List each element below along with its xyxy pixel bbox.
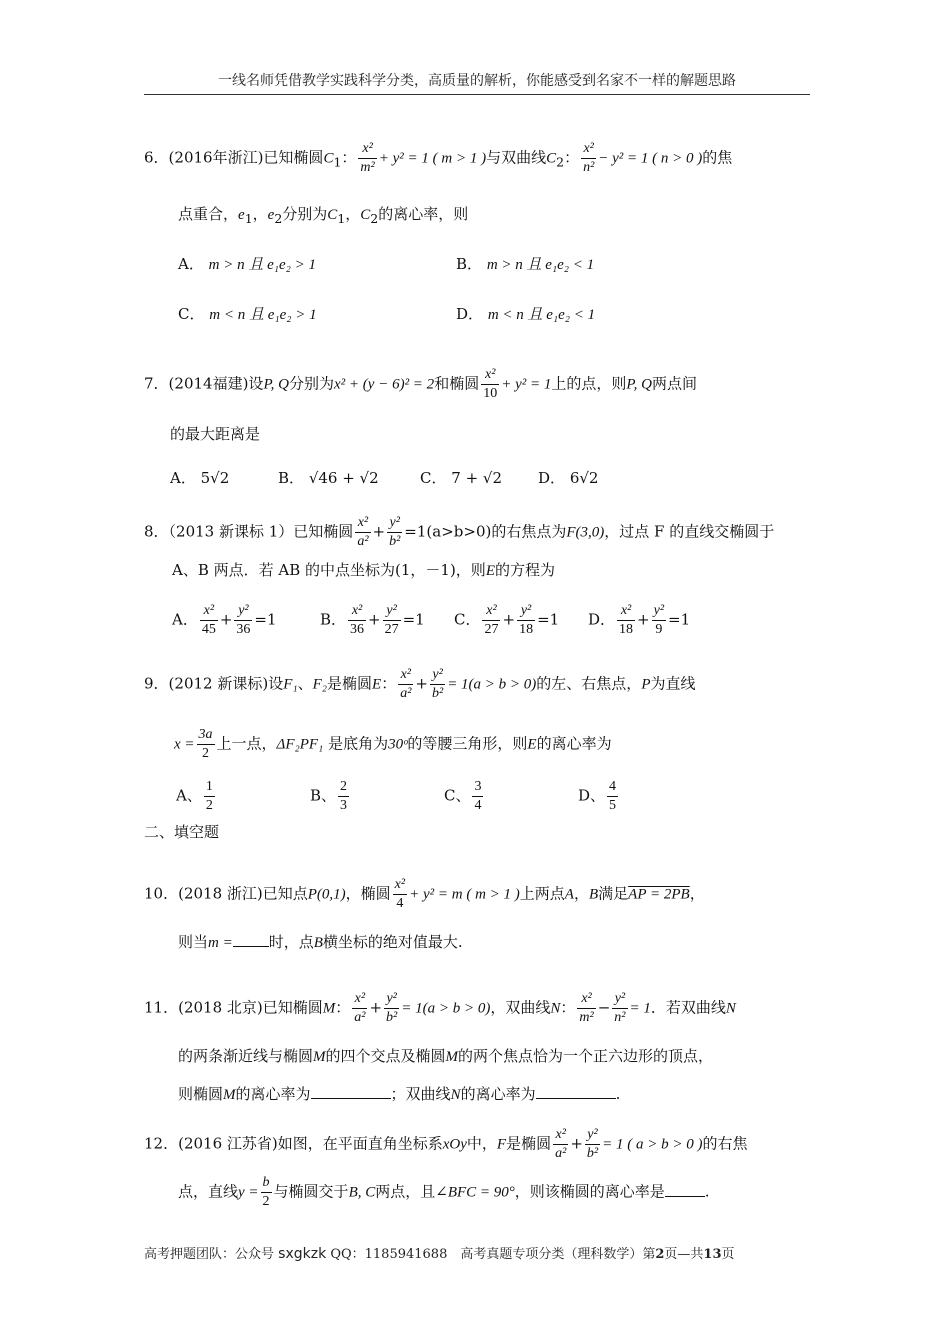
q8-source: （2013 新课标 1）已知椭圆 (168, 522, 354, 541)
q11-t1: ，双曲线 (490, 998, 551, 1017)
q11-heq: = 1 (629, 1000, 651, 1017)
footer-total: 13 (703, 1247, 722, 1262)
q8-option-a-d2: 36 (236, 622, 251, 637)
q8-option-c-d1: 27 (484, 622, 499, 637)
q6-number: 6． (144, 148, 169, 167)
q9-number: 9． (144, 674, 169, 693)
q8-option-c-frac1 (482, 602, 500, 639)
q8-option-a-n2: y² (234, 602, 252, 621)
q7-line1 (144, 366, 697, 403)
q11-frac1 (352, 990, 367, 1027)
q11-frac2-den: b² (386, 1010, 398, 1025)
q10-line2-m: m = (208, 935, 233, 951)
q8-option-a-label: A． (172, 610, 198, 629)
q6-frac1-num: x² (358, 140, 376, 159)
q10-frac-den: 4 (396, 896, 404, 911)
q7-pq2: P, Q (626, 376, 652, 393)
q11-frac1-num: x² (352, 990, 367, 1009)
q7-option-c-math: 7 + √2 (451, 469, 503, 487)
q6-option-d-label: D． (456, 305, 484, 323)
q12-frac1-num: x² (553, 1126, 568, 1145)
q6-option-d (456, 304, 595, 325)
q9-frac2-num: y² (430, 666, 445, 685)
q8-option-d-d2: 9 (655, 622, 663, 637)
q9-option-b-label: B、 (310, 786, 337, 805)
q6-option-a-math: m > n 且 e₁e₂ > 1 (208, 257, 316, 273)
q12-frac1-den: a² (555, 1146, 567, 1161)
q12-angle: ∠BFC = 90° (435, 1184, 515, 1201)
q6-c2-colon: ： (564, 148, 580, 167)
q9-option-a-num: 1 (204, 778, 215, 797)
q8-line2-text: A、B 两点．若 AB 的中点坐标为(1，－1)，则 (172, 561, 486, 579)
q9-triangle: ΔF₂PF₁ (276, 736, 324, 753)
q9-option-d-num: 4 (607, 778, 618, 797)
q8-option-b-n1: x² (348, 602, 366, 621)
q11-line3a: 则椭圆 (178, 1085, 224, 1103)
q7-option-d (538, 468, 598, 488)
q11-line2b: 的四个交点及椭圆 (325, 1047, 446, 1065)
q12-plus: + (570, 1134, 583, 1153)
q12-line2a: 点，直线 (178, 1182, 239, 1201)
q11-colon: ： (335, 998, 351, 1017)
q8-option-d-n1: x² (617, 602, 635, 621)
q11-hfrac1-den: m² (579, 1010, 594, 1025)
q10-source: (2018 浙江)已知点 (178, 884, 308, 903)
q6-option-b-math: m > n 且 e₁e₂ < 1 (486, 257, 595, 273)
q8-option-b-d1: 36 (350, 622, 365, 637)
q12-yeq: y = (238, 1184, 259, 1201)
q9-t4: 上一点， (216, 734, 277, 753)
q6-e1-sub: 1 (244, 211, 253, 226)
q12-frac2-num: y² (585, 1126, 600, 1145)
q11-hfrac1-num: x² (577, 990, 595, 1009)
q7-t4: 两点间 (651, 374, 697, 393)
q9-option-c-den: 4 (474, 798, 482, 813)
q8-frac1-num: x² (355, 514, 370, 533)
q10-t2: 上两点 (519, 884, 565, 903)
q6-frac2-den: n² (583, 160, 595, 175)
q7-number: 7． (144, 374, 169, 393)
q8-t2: ，过点 F 的直线交椭圆于 (604, 522, 775, 541)
q8-option-a-d1: 45 (201, 622, 216, 637)
q6-option-a (178, 254, 316, 275)
q10-t1: ，椭圆 (345, 884, 391, 903)
q7-pq: P, Q (263, 376, 289, 393)
q7-option-a-math: 5√2 (200, 469, 230, 487)
q8-option-b-eq: =1 (402, 610, 425, 629)
q7-t1: 分别为 (289, 374, 335, 393)
q9-option-c-frac (472, 778, 483, 815)
q10-frac-num: x² (393, 876, 407, 895)
q8-frac2-num: y² (387, 514, 402, 533)
q9-p: P (641, 676, 651, 693)
q11-line3c: ；双曲线 (390, 1085, 451, 1103)
q10-line2a: 则当 (178, 933, 209, 951)
q7-option-a (170, 468, 229, 488)
q11-plus: + (369, 998, 383, 1017)
q11-n: N (550, 1000, 561, 1017)
q10-t4: 满足 (598, 884, 629, 903)
q8-option-b-frac1 (348, 602, 366, 639)
q8-option-d-eq: =1 (668, 610, 691, 629)
q11-t2: ．若双曲线 (650, 998, 726, 1017)
q7-option-d-label: D． (538, 469, 566, 487)
q7-source: (2014福建)设 (168, 374, 264, 393)
q10-answer-blank[interactable] (233, 946, 269, 947)
section-title: 二、填空题 (144, 823, 220, 841)
q6-option-c-math: m < n 且 e₁e₂ > 1 (209, 307, 317, 323)
q6-option-a-label: A． (178, 255, 204, 273)
q9-source: (2012 新课标)设 (168, 674, 284, 693)
footer-end: 页 (721, 1247, 735, 1262)
q8-frac1-den: a² (357, 534, 369, 549)
q8-option-c-d2: 18 (519, 622, 534, 637)
q12-yfrac-num: b (261, 1174, 272, 1193)
q6-end: 的焦 (702, 148, 733, 167)
q9-xfrac-num: 3a (197, 726, 215, 745)
q9-line2 (174, 726, 612, 763)
footer-of: 页—共 (664, 1247, 704, 1262)
q9-option-a-frac (204, 778, 215, 815)
q8-option-a-eq: =1 (254, 610, 277, 629)
q6-c2-sub: 2 (556, 154, 565, 170)
q8-option-a: A． $\frac{\text{x²}}{45}$ + $\frac{\text{y²}}{36}$ =1 (172, 603, 277, 637)
q11-line3-m: M (223, 1087, 236, 1103)
q11-line2a: 的两条渐近线与椭圆 (178, 1047, 314, 1065)
q10-t5: ， (689, 884, 705, 903)
q8-option-a-n1: x² (200, 602, 218, 621)
footer-brand: sxgkzk (278, 1246, 327, 1262)
q8-line2-end: 的方程为 (494, 561, 555, 579)
q10-frac (393, 876, 407, 913)
q12-line2c: 两点，且 (375, 1182, 436, 1201)
q9-option-d-den: 5 (609, 798, 617, 813)
q6-eq1: + y² = 1 ( m > 1 ) (378, 150, 487, 167)
q10-p: P(0,1) (307, 886, 346, 903)
q6-line2c: 的离心率，则 (378, 205, 469, 223)
q6-option-d-math: m < n 且 e₁e₂ < 1 (487, 307, 596, 323)
q8-option-c-n1: x² (482, 602, 500, 621)
q9-option-b-den: 3 (340, 798, 348, 813)
q9-frac1-num: x² (398, 666, 413, 685)
q12-f: F (496, 1136, 507, 1153)
q8-option-d-label: D． (588, 610, 616, 629)
q9-t1: 是椭圆 (327, 674, 373, 693)
q9-frac2 (430, 666, 445, 703)
q11-line2-m: M (313, 1049, 326, 1065)
page-header: 一线名师凭借教学实践科学分类，高质量的解析，你能感受到名家不一样的解题思路 (218, 73, 736, 89)
q12-t2: 是椭圆 (506, 1134, 552, 1153)
q6-c1b-sub: 1 (337, 211, 346, 226)
q6-line2a: 点重合， (178, 205, 239, 223)
q9-option-a-label: A、 (176, 786, 202, 805)
q10-vector: AP = 2PB (628, 886, 690, 903)
q12-bc: B, C (348, 1184, 376, 1201)
q8-line2-e: E (485, 563, 495, 579)
q10-a: A (564, 886, 574, 903)
q7-option-d-math: 6√2 (569, 469, 599, 487)
q9-frac1 (398, 666, 413, 703)
q9-f1: F₁ (283, 676, 298, 693)
q10-number: 10． (144, 884, 179, 903)
q8-focus: F(3,0) (566, 524, 605, 541)
q10-line2 (178, 932, 463, 953)
q7-line2: 的最大距离是 (170, 425, 261, 443)
q7-option-b-label: B． (278, 469, 305, 487)
q11-line3 (178, 1084, 620, 1105)
q11-line3-n: N (450, 1087, 461, 1103)
q6-frac1 (358, 140, 376, 177)
q9-colon: ： (381, 674, 397, 693)
q8-option-b-n2: y² (383, 602, 401, 621)
q6-line2b: 分别为 (282, 205, 328, 223)
q6-mid: 与双曲线 (486, 148, 547, 167)
q10-t3: ， (573, 884, 589, 903)
q9-frac1-den: a² (400, 686, 412, 701)
q9-option-b-frac (338, 778, 349, 815)
q8-option-c-eq: =1 (537, 610, 560, 629)
q11-line2c: 的两个焦点恰为一个正六边形的顶点， (458, 1047, 714, 1065)
q8-option-d-frac2 (652, 602, 666, 639)
q12-yfrac (261, 1174, 272, 1211)
q6-line2 (178, 204, 468, 229)
q8-option-d-d1: 18 (619, 622, 634, 637)
q9-f2: F₂ (312, 676, 327, 693)
q8-option-a-frac1 (200, 602, 218, 639)
q9-e2: E (527, 736, 537, 753)
q6-c1-colon: ： (341, 148, 357, 167)
q10-line2b: 时，点 (268, 933, 314, 951)
q12-number: 12． (144, 1134, 179, 1153)
q11-frac2-num: y² (384, 990, 399, 1009)
q11-number: 11． (144, 998, 179, 1017)
q11-hfrac2 (612, 990, 627, 1027)
q11-source: (2018 北京)已知椭圆 (178, 998, 323, 1017)
q12-t3: 的右焦 (702, 1134, 748, 1153)
q12-source: (2016 江苏省)如图，在平面直角坐标系 (178, 1134, 443, 1153)
q9-option-c (444, 778, 485, 815)
q8-option-a-frac2 (234, 602, 252, 639)
q7-option-c-label: C． (420, 469, 447, 487)
q11-line3b: 的离心率为 (235, 1085, 311, 1103)
q9-t7: 的离心率为 (536, 734, 612, 753)
q12-yfrac-den: 2 (262, 1194, 270, 1209)
q9-line1 (144, 666, 696, 703)
footer-team: 高考押题团队：公众号 (144, 1247, 275, 1262)
q8-option-d: D． $\frac{\text{x²}}{18}$ + $\frac{\text{y²}}{9}$ =1 (588, 603, 691, 637)
q7-option-a-label: A． (170, 469, 196, 487)
q6-sep2: ， (345, 205, 361, 223)
q6-c1-sub: 1 (333, 154, 342, 170)
q6-c1: C (323, 150, 334, 167)
q8-option-c-label: C． (454, 610, 481, 629)
q11-hfrac1 (577, 990, 595, 1027)
q9-option-d-frac (607, 778, 618, 815)
q11-line3d: 的离心率为 (460, 1085, 536, 1103)
q7-t2: 和椭圆 (434, 374, 480, 393)
q6-frac1-den: m² (360, 160, 375, 175)
footer-qq: QQ：1185941688 高考真题专项分类（理科数学）第 (330, 1247, 656, 1262)
q11-answer-blank-1[interactable] (311, 1098, 391, 1099)
q8-option-b-label: B． (320, 610, 347, 629)
q9-frac2-den: b² (431, 686, 444, 701)
q8-frac2 (387, 514, 402, 551)
q11-line2-m2: M (445, 1049, 459, 1065)
q11-hfrac2-num: y² (612, 990, 627, 1009)
q8-option-b: B． $\frac{\text{x²}}{36}$ + $\frac{\text{y²}}{27}$ =1 (320, 603, 425, 637)
q8-option-b-d2: 27 (384, 622, 399, 637)
q12-line2d: ，则该椭圆的离心率是 (514, 1182, 665, 1201)
q11-line1 (144, 990, 736, 1027)
q6-source: (2016年浙江)已知椭圆 (168, 148, 324, 167)
q6-frac2-num: x² (581, 140, 596, 159)
q8-option-c: C． $\frac{\text{x²}}{27}$ + $\frac{\text{y²}}{18}$ =1 (454, 603, 560, 637)
q9-option-c-num: 3 (472, 778, 483, 797)
q6-c2b-sub: 2 (370, 211, 379, 226)
q6-option-c (178, 304, 317, 325)
q6-option-b (456, 254, 594, 275)
q8-option-c-n2: y² (517, 602, 535, 621)
q6-c2b: C (360, 207, 371, 223)
q6-c1b: C (327, 207, 338, 223)
q7-option-b (278, 468, 379, 488)
q8-line2 (172, 560, 555, 581)
q9-option-a (176, 778, 217, 815)
q12-frac2 (585, 1126, 600, 1163)
q7-frac (481, 366, 499, 403)
q9-xeq: x = (174, 736, 195, 753)
q10-line2-B: B (313, 935, 323, 951)
q7-t3: 上的点，则 (551, 374, 627, 393)
q6-option-b-label: B． (456, 255, 483, 273)
q9-sep: 、 (297, 674, 313, 693)
q7-circle: x² + (y − 6)² = 2 (334, 376, 435, 393)
q12-xoy: xOy (442, 1136, 467, 1153)
q12-eq: = 1 ( a > b > 0 ) (602, 1136, 703, 1153)
page-footer (144, 1243, 735, 1262)
q11-line3e: . (615, 1085, 621, 1103)
q8-number: 8． (144, 522, 169, 541)
q11-colon2: ： (560, 998, 576, 1017)
q8-frac1 (355, 514, 370, 551)
q12-line2b: 与椭圆交于 (273, 1182, 349, 1201)
q7-frac-num: x² (481, 366, 499, 385)
q12-line2 (178, 1174, 710, 1211)
q12-line2e: . (704, 1182, 710, 1201)
q12-frac1 (553, 1126, 568, 1163)
q12-t1: 中， (466, 1134, 497, 1153)
q6-e1: e (238, 207, 245, 223)
q9-xfrac (197, 726, 215, 763)
footer-page: 2 (655, 1247, 665, 1262)
q8-t1: 的右焦点为 (491, 522, 567, 541)
q8-frac2-den: b² (389, 534, 401, 549)
q8-option-c-frac2 (517, 602, 535, 639)
q11-hfrac2-den: n² (614, 1010, 626, 1025)
q6-line1 (144, 140, 732, 177)
q11-m: M (322, 1000, 336, 1017)
q7-option-b-math: √46 + √2 (308, 469, 379, 487)
q9-xfrac-den: 2 (202, 746, 210, 761)
q9-t3: 为直线 (650, 674, 696, 693)
q9-e: E (372, 676, 382, 693)
q6-c2: C (546, 150, 557, 167)
q10-eq: + y² = m ( m > 1 ) (409, 886, 520, 903)
q12-line1 (144, 1126, 747, 1163)
q11-minus: − (597, 998, 611, 1017)
q7-eq: + y² = 1 (501, 376, 552, 393)
q6-e2: e (267, 207, 275, 223)
q12-frac2-den: b² (586, 1146, 599, 1161)
q9-option-b-num: 2 (338, 778, 349, 797)
q9-plus: + (415, 674, 428, 693)
q11-line2 (178, 1046, 713, 1067)
q9-option-d-label: D、 (578, 786, 606, 805)
q8-option-d-frac1 (617, 602, 635, 639)
q7-option-c (420, 468, 502, 488)
q9-angle: 30ᵒ (388, 736, 408, 753)
q9-option-b (310, 778, 351, 815)
q9-option-c-label: C、 (444, 786, 471, 805)
q9-t6: 的等腰三角形，则 (407, 734, 528, 753)
q6-sep: ， (252, 205, 268, 223)
q6-eq2: − y² = 1 ( n > 0 ) (598, 150, 703, 167)
q8-line1 (144, 514, 774, 551)
q10-line2c: 横坐标的绝对值最大. (322, 933, 463, 951)
q9-t2: 的左、右焦点， (536, 674, 642, 693)
q11-frac1-den: a² (354, 1010, 366, 1025)
q8-option-d-n2: y² (652, 602, 666, 621)
q10-line1 (144, 876, 705, 913)
q6-frac2 (581, 140, 596, 177)
q12-answer-blank[interactable] (665, 1196, 705, 1197)
q11-answer-blank-2[interactable] (536, 1098, 616, 1099)
q9-option-a-den: 2 (205, 798, 213, 813)
q8-plus: + (372, 522, 386, 541)
q9-option-d (578, 778, 620, 815)
q8-eq: =1(a>b>0) (404, 522, 492, 541)
header-rule (144, 94, 810, 95)
q7-frac-den: 10 (483, 386, 498, 401)
q10-b: B (588, 886, 599, 903)
q6-e2-sub: 2 (274, 211, 283, 226)
q9-t5: 是底角为 (328, 734, 389, 753)
q11-frac2 (384, 990, 399, 1027)
q11-eq: = 1(a > b > 0) (401, 1000, 491, 1017)
q8-option-b-frac2 (383, 602, 401, 639)
q9-eq: = 1(a > b > 0) (447, 676, 537, 693)
q11-n2: N (725, 1000, 736, 1017)
q6-option-c-label: C． (178, 305, 205, 323)
